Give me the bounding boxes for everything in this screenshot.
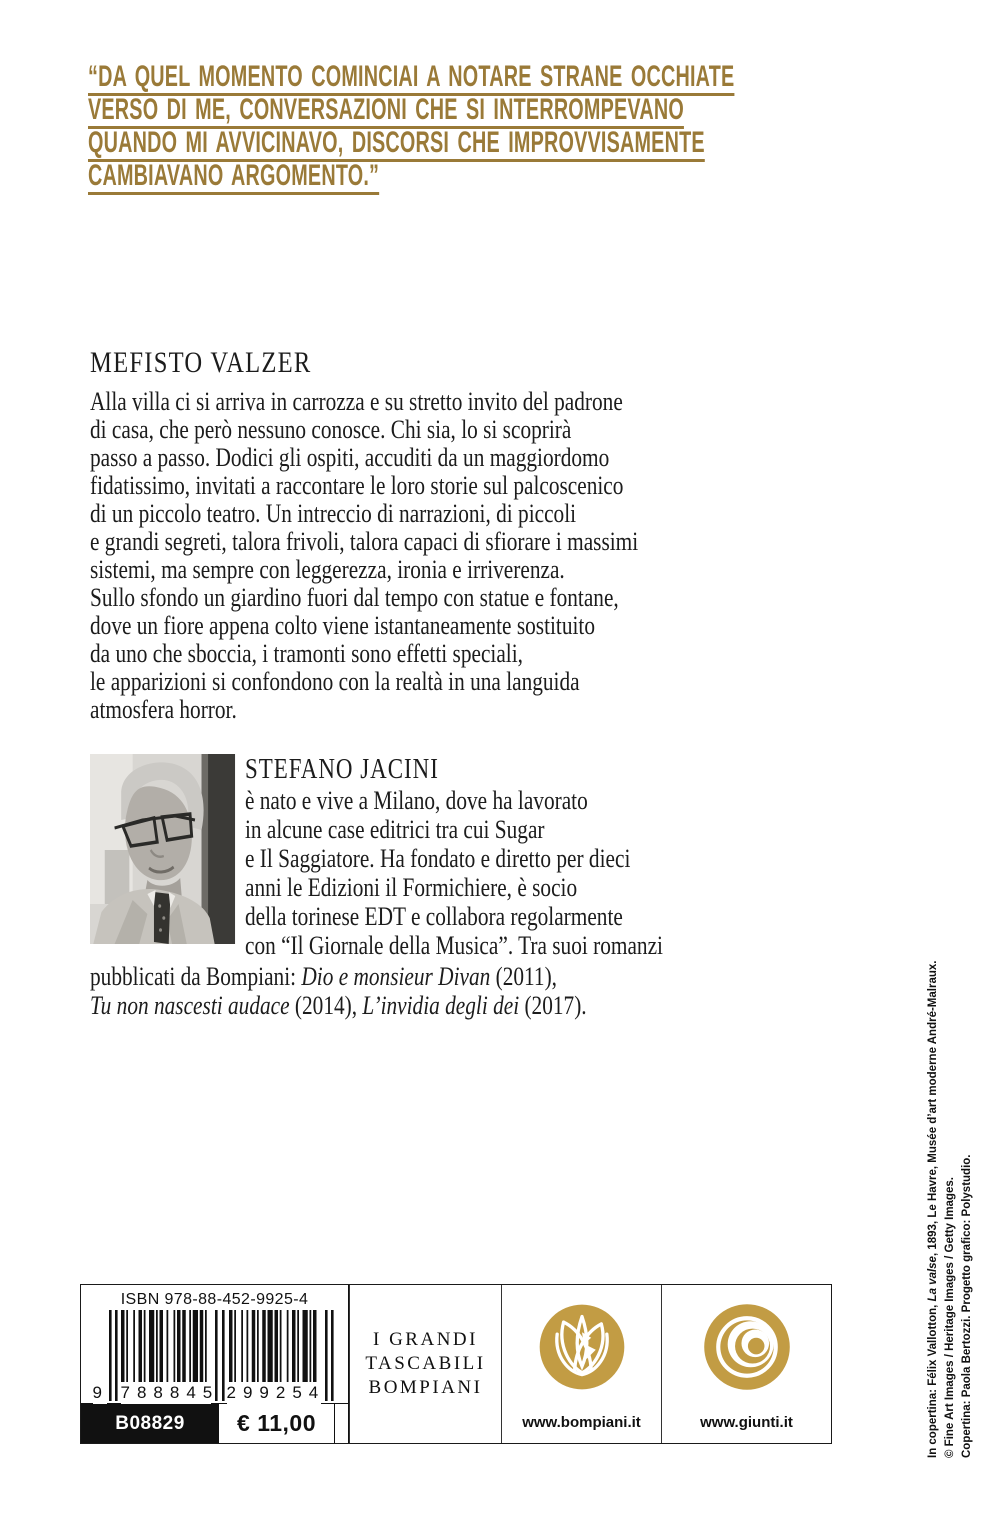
giunti-url: www.giunti.it (700, 1414, 793, 1431)
footer-strip (80, 1284, 832, 1444)
barcode-block (81, 1285, 349, 1443)
barcode (93, 1310, 337, 1403)
giunti-logo-icon (701, 1301, 793, 1398)
author-section (90, 754, 799, 960)
series-label: I GRANDI TASCABILI BOMPIANI (365, 1329, 486, 1398)
isbn-label: ISBN 978-88-452-9925-4 (120, 1291, 309, 1308)
code-price-row (81, 1403, 348, 1443)
barcode-digits: 9 788845 299254 (92, 1383, 326, 1402)
cover-credits: In copertina: Félix Vallotton, La valse, 1893, Le Havre, Musée d’art moderne André-Malraux. © Fine Art Images / Heritage Images / Getty Images. Copertina: Paola Bertozzi. Progetto grafico: Polystudio. (927, 960, 973, 1458)
author-photo (90, 754, 235, 960)
author-name: STEFANO JACINI (244, 754, 439, 785)
main-text-column (90, 345, 799, 1020)
series-block (349, 1285, 501, 1443)
author-bio-continued: pubblicati da Bompiani: Dio e monsieur Divan (2011), Tu non nascesti audace (2014), L’invidia degli dei (2017). (90, 962, 587, 1020)
price: € 11,00 (219, 1404, 335, 1443)
bompiani-logo-icon (536, 1301, 628, 1398)
book-title: MEFISTO VALZER (90, 346, 312, 379)
bompiani-block (501, 1285, 661, 1443)
bompiani-url: www.bompiani.it (522, 1414, 641, 1431)
book-description: Alla villa ci si arriva in carrozza e su stretto invito del padrone di casa, che però nessuno conosce. Chi sia, lo si scoprirà passo a passo. Dodici gli ospiti, accuditi da un maggiordomo fidatissimo, invitati a raccontare le loro storie sul palcoscenico di un piccolo teatro. Un intreccio di narrazioni, di piccoli e grandi segreti, talora frivoli, talora capaci di sfiorare i massimi sistemi, ma sempre con leggerezza, ironia e irriverenza. Sullo sfondo un giardino fuori dal tempo con statue e fontane, dove un fiore appena colto viene istantaneamente sostituito da uno che sboccia, i tramonti sono effetti speciali, le apparizioni si confondono con la realtà in una languida atmosfera horror. (90, 387, 639, 724)
giunti-block (661, 1285, 831, 1443)
edition-code: B08829 (81, 1404, 219, 1443)
author-bio: è nato e vive a Milano, dove ha lavorato in alcune case editrici tra cui Sugar e Il Saggiatore. Ha fondato e diretto per dieci anni le Edizioni il Formichiere, è socio della torinese EDT e collabora regolarmente con “Il Giornale della Musica”. Tra suoi romanzi (244, 786, 663, 960)
cover-quote: “DA QUEL MOMENTO COMINCIAI A NOTARE STRANE OCCHIATE VERSO DI ME, CONVERSAZIONI CHE SI INTERROMPEVANO QUANDO MI AVVICINAVO, DISCORSI CHE IMPROVVISAMENTE CAMBIAVANO ARGOMENTO.” (88, 60, 735, 192)
